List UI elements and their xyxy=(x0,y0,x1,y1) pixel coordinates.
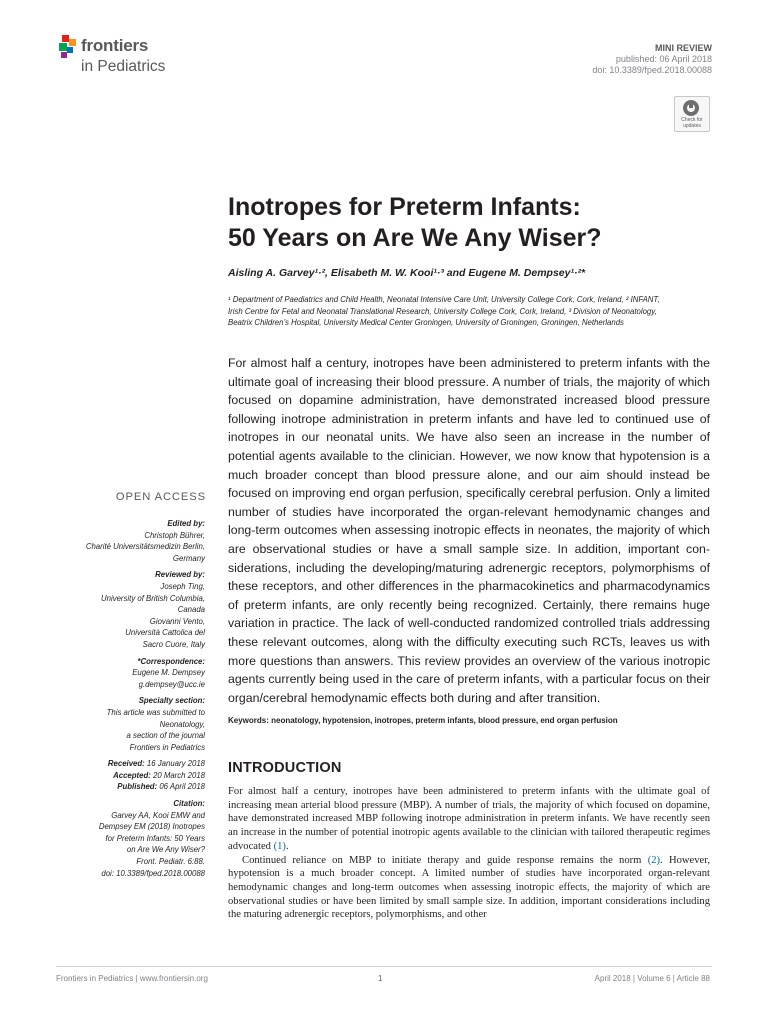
affiliations xyxy=(228,294,712,329)
open-access-label: OPEN ACCESS xyxy=(115,491,206,503)
citation-line: on Are We Any Wiser? xyxy=(126,845,205,855)
affiliation-line: ¹ Department of Paediatrics and Child Health, Neonatal Intensive Care Unit, University College Cork, Cork, Ireland, ² INFANT, xyxy=(228,295,660,304)
published-date-sidebar xyxy=(40,781,205,793)
reviewer-line: Università Cattolica del xyxy=(125,628,205,638)
dates-block xyxy=(40,758,205,793)
specialty-line: a section of the journal xyxy=(126,731,205,741)
correspondence-block xyxy=(40,656,205,691)
article-type: MINI REVIEW xyxy=(654,43,712,53)
crossmark-icon xyxy=(683,100,699,116)
paragraph-text: . However, hypotension is a much broader concept. A limited number of studies have incorporated organ-relevant hemodynamic changes and long-term outcomes when assessing inotropic effects, the majority of which are observational studies or have been limited by small sample size. In addition, important considerations including the maturing adrenergic receptors, polymorphisms, and other xyxy=(228,854,710,921)
received-date xyxy=(40,758,205,770)
check-for-updates-button[interactable] xyxy=(674,96,710,132)
citation-line: for Preterm Infants: 50 Years xyxy=(105,833,205,843)
title-line-2: 50 Years on Are We Any Wiser? xyxy=(228,224,602,252)
reference-link[interactable]: (1) xyxy=(273,840,286,852)
affiliation-line: Irish Centre for Fetal and Neonatal Translational Research, University College Cork, Cork, Ireland, ³ Division of Neonatology, xyxy=(228,306,657,316)
keywords: Keywords: neonatology, hypotension, inotropes, preterm infants, blood pressure, end organ perfusion xyxy=(228,716,618,725)
specialty-line: Frontiers in Pediatrics xyxy=(129,742,205,752)
doi-link[interactable]: doi: 10.3389/fped.2018.00088 xyxy=(592,65,712,75)
footer-journal-link[interactable]: Frontiers in Pediatrics | www.frontiersin.org xyxy=(56,974,208,983)
published-value: 06 April 2018 xyxy=(159,782,205,792)
affiliation-line: Beatrix Children’s Hospital, University Medical Center Groningen, University of Groningen, Groningen, Netherlands xyxy=(228,318,624,327)
correspondence-name: Eugene M. Dempsey xyxy=(132,668,205,678)
page-number: 1 xyxy=(378,974,383,983)
citation-heading: Citation: xyxy=(173,799,205,809)
paragraph xyxy=(228,854,710,923)
reviewer-line: Sacro Cuore, Italy xyxy=(142,639,205,649)
citation-line: Front. Pediatr. 6:88. xyxy=(136,857,205,867)
author-list[interactable]: Aisling A. Garvey¹·², Elisabeth M. W. Kooi¹·³ and Eugene M. Dempsey¹·²* xyxy=(228,267,586,279)
specialty-block xyxy=(40,695,205,753)
reviewed-by-heading: Reviewed by: xyxy=(155,570,205,580)
paragraph xyxy=(228,785,710,854)
article-meta xyxy=(592,43,712,76)
paragraph-text: For almost half a century, inotropes have been administered to preterm infants with the ultimate goal of increasing mean arterial blood pressure (MBP). A number of trials, the majority of which focused on dopamine, have demonstrated increased MBP following inotrope administration in preterm infants. We have recently seen an increase in the number of potential inotropic agents available to the clinician with tailored therapeutic regimes advocated xyxy=(228,786,710,852)
correspondence-heading: *Correspondence: xyxy=(137,656,205,666)
citation-block xyxy=(40,798,205,879)
edited-by-block xyxy=(40,518,205,564)
specialty-line: Neonatology, xyxy=(159,719,205,729)
paragraph-text: Continued reliance on MBP to initiate therapy and guide response remains the norm xyxy=(242,854,648,866)
specialty-heading: Specialty section: xyxy=(138,696,205,706)
reference-link[interactable]: (2) xyxy=(647,854,661,866)
reviewer-line: Joseph Ting, xyxy=(160,581,205,591)
published-date: published: 06 April 2018 xyxy=(615,54,712,64)
frontiers-logo-icon xyxy=(56,34,80,62)
crossmark-label-2: updates xyxy=(683,122,701,129)
reviewer-line: University of British Columbia, xyxy=(101,593,205,603)
journal-name: in Pediatrics xyxy=(81,58,166,75)
accepted-date xyxy=(40,770,205,782)
editor-line: Christoph Bührer, xyxy=(144,530,205,540)
editor-line: Charité Universitätsmedizin Berlin, xyxy=(85,542,205,552)
reviewer-line: Giovanni Vento, xyxy=(149,616,205,626)
published-label: Published: xyxy=(117,782,158,792)
article-title xyxy=(228,192,708,254)
journal-logo[interactable] xyxy=(56,34,206,84)
citation-line: Dempsey EM (2018) Inotropes xyxy=(98,822,205,832)
citation-line: Garvey AA, Kooi EMW and xyxy=(111,810,205,820)
title-line-1: Inotropes for Preterm Infants: xyxy=(228,193,581,221)
received-value: 16 January 2018 xyxy=(146,759,205,769)
reviewed-by-block xyxy=(40,569,205,650)
specialty-line: This article was submitted to xyxy=(106,707,205,717)
brand-name: frontiers xyxy=(81,36,149,55)
reviewer-line: Canada xyxy=(177,605,205,615)
section-heading: INTRODUCTION xyxy=(228,760,342,776)
article-info-sidebar xyxy=(40,518,205,884)
received-label: Received: xyxy=(107,759,145,769)
accepted-label: Accepted: xyxy=(113,770,151,780)
abstract: For almost half a century, inotropes have been administered to preterm infants with the ultimate goal of increasing their blood pressure. A number of trials, the majority of which focused on dopamine administration, have demonstrated increased blood pressure following inotrope administration in preterm infants and have led to continued use of inotropes in our neonatal units. We have also seen an increase in the number of potential agents available to the clinician. However, we now know that hypotension is a much broader concept than blood pressure alone, and our aim should instead be focused on improving end organ perfusion, specifically cerebral perfusion. Only a limited number of studies have incorporated the organ-relevant hemodynamic changes and long-term outcomes when assessing inotropic effects in neonates, the majority of which are observational studies or have a small sample size. In addition, important considerations, including the developing/maturing adrenergic receptors, polymorphisms of these receptors, and other differences in the pharmacokinetics and pharmacodynamics of preterm infants, are only recently being recognized. Certainly, there remains huge variation in practice. The lack of well-conducted randomized controlled trials addressing these relevant outcomes, along with the difficulty executing such RCTs, leaves us with more questions than answers. This review provides an overview of the various inotropic agents currently being used in the care of preterm infants, with a particular focus on their organ/cerebral hemodynamic effects both during and after transition. xyxy=(228,356,710,705)
editor-line: Germany xyxy=(172,553,205,563)
edited-by-heading: Edited by: xyxy=(167,519,205,528)
paragraph-text: . xyxy=(285,840,289,852)
citation-doi[interactable]: doi: 10.3389/fped.2018.00088 xyxy=(101,868,205,878)
accepted-value: 20 March 2018 xyxy=(152,770,205,780)
footer-divider xyxy=(56,966,712,967)
crossmark-label-1: Check for xyxy=(681,117,703,123)
introduction-body xyxy=(228,785,710,922)
correspondence-email[interactable]: g.dempsey@ucc.ie xyxy=(138,679,205,689)
footer-issue-info: April 2018 | Volume 6 | Article 88 xyxy=(594,974,710,983)
